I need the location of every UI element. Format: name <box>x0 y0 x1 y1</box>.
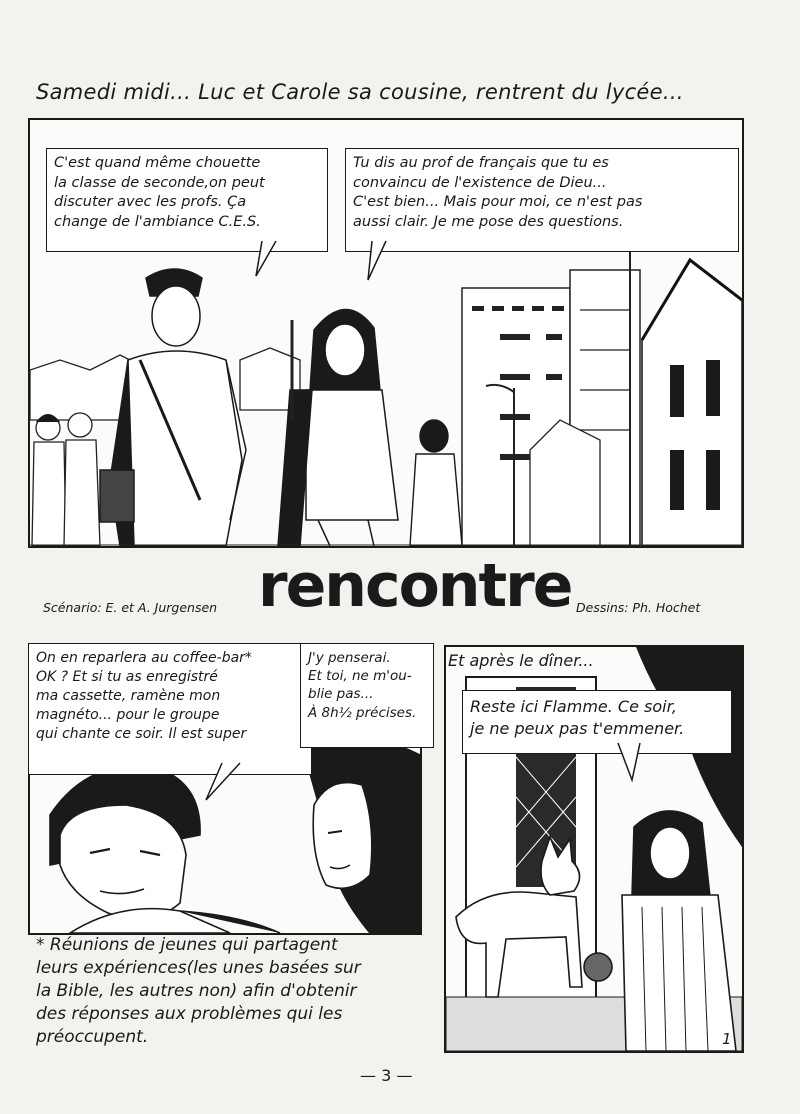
balloon-line: blie pas... <box>308 686 374 703</box>
speech-balloon-luc <box>46 148 328 252</box>
balloon-line: je ne peux pas t'emmener. <box>470 718 685 738</box>
balloon-line: C'est bien... Mais pour moi, ce n'est pas <box>353 194 643 211</box>
balloon-line: Tu dis au prof de français que tu es <box>353 155 609 171</box>
balloon-line: ma cassette, ramène mon <box>36 687 221 704</box>
scenario-credit: Scénario: E. et A. Jurgensen <box>43 600 218 615</box>
balloon-line: la classe de seconde,on peut <box>54 174 265 191</box>
footnote-line: * Réunions de jeunes qui partagent <box>36 935 338 955</box>
balloon-line: C'est quand même chouette <box>54 155 261 171</box>
balloon-line: À 8h½ précises. <box>308 704 417 721</box>
footnote-line: préoccupent. <box>36 1026 149 1047</box>
balloon-line: On en reparlera au coffee-bar* <box>36 650 252 666</box>
balloon-line: discuter avec les profs. Ça <box>54 194 247 211</box>
dessins-credit: Dessins: Ph. Hochet <box>576 600 701 615</box>
balloon-line: magnéto... pour le groupe <box>36 706 220 723</box>
story-title: rencontre <box>258 551 572 621</box>
caption-top: Samedi midi... Luc et Carole sa cousine, rentrent du lycée... <box>36 80 684 104</box>
speech-balloon-carole <box>345 148 739 252</box>
balloon-line: qui chante ce soir. Il est super <box>36 725 247 742</box>
caption-evening: Et après le dîner... <box>448 651 594 670</box>
speech-balloon-carole-dog <box>462 690 732 754</box>
balloon-line: Reste ici Flamme. Ce soir, <box>470 697 677 716</box>
balloon-line: convaincu de l'existence de Dieu... <box>353 174 607 191</box>
page-number: — 3 — <box>360 1066 413 1085</box>
speech-balloon-carole-reply <box>300 643 434 748</box>
footnote-line: la Bible, les autres non) afin d'obtenir <box>36 980 357 1001</box>
footnote <box>36 934 436 1049</box>
balloon-line: J'y penserai. <box>308 650 391 666</box>
footnote-line: leurs expériences(les unes basées sur <box>36 957 361 978</box>
speech-balloon-luc-coffee-bar <box>28 643 312 775</box>
balloon-line: change de l'ambiance C.E.S. <box>54 213 261 230</box>
balloon-line: aussi clair. Je me pose des questions. <box>353 213 624 230</box>
footnote-line: des réponses aux problèmes qui les <box>36 1003 343 1024</box>
panel-marker: 1 <box>722 1030 732 1048</box>
balloon-line: OK ? Et si tu as enregistré <box>36 668 218 685</box>
balloon-line: Et toi, ne m'ou- <box>308 668 412 685</box>
